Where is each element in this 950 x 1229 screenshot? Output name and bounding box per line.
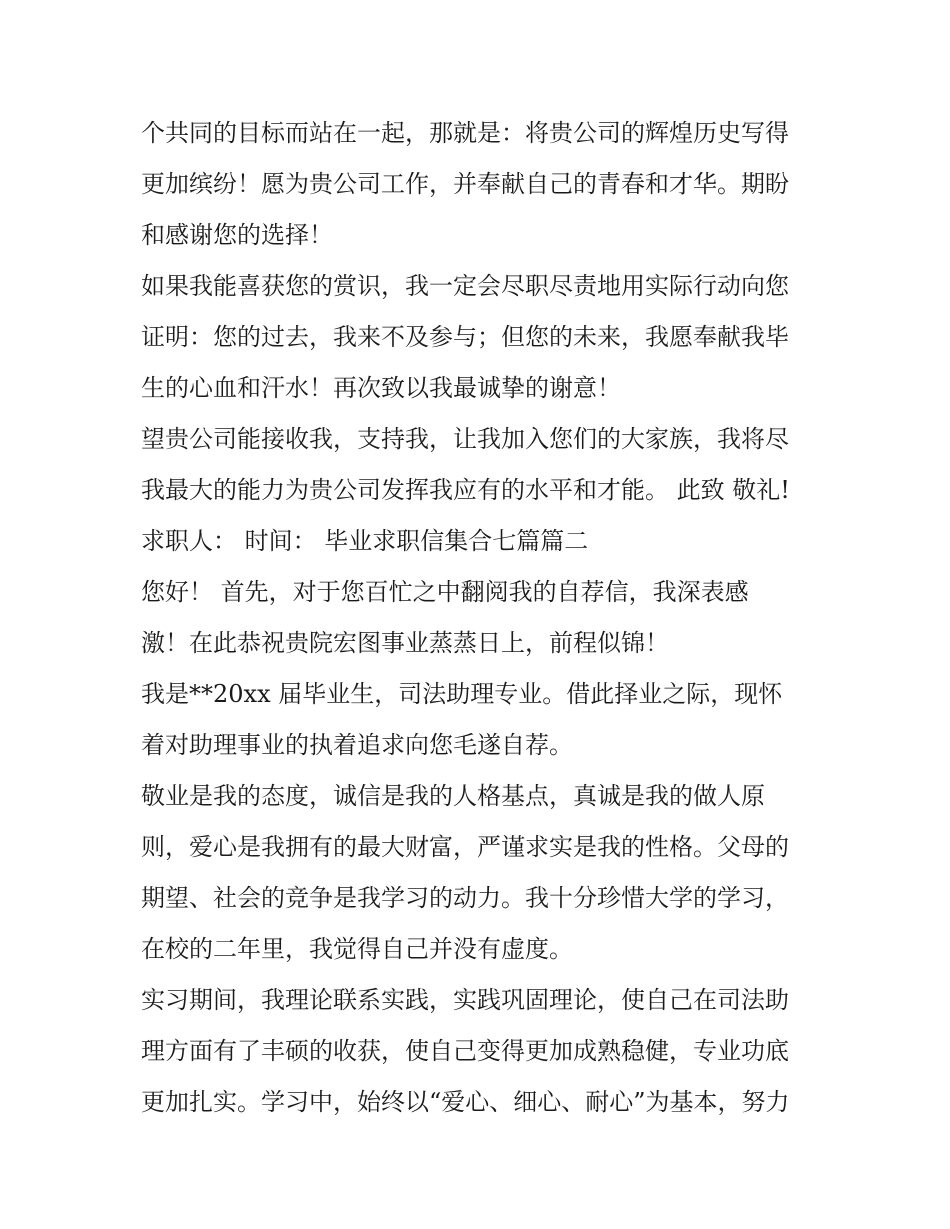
- text-line: 我是**20xx 届毕业生，司法助理专业。借此择业之际，现怀: [141, 680, 783, 708]
- text-line: 更加扎实。学习中，始终以“爱心、细心、耐心”为基本，努力: [141, 1088, 790, 1116]
- text-line: 则，爱心是我拥有的最大财富，严谨求实是我的性格。父母的: [141, 833, 789, 861]
- text-line: 生的心血和汗水！再次致以我最诚挚的谢意！: [141, 374, 621, 402]
- text-line: 和感谢您的选择！: [141, 221, 333, 249]
- text-line: 我最大的能力为贵公司发挥我应有的水平和才能。 此致 敬礼!: [141, 476, 790, 504]
- text-line: 更加缤纷！愿为贵公司工作，并奉献自己的青春和才华。期盼: [141, 170, 789, 198]
- text-line: 在校的二年里，我觉得自己并没有虚度。: [141, 935, 573, 963]
- text-line: 着对助理事业的执着追求向您毛遂自荐。: [141, 731, 573, 759]
- text-line: 实习期间，我理论联系实践，实践巩固理论，使自己在司法助: [141, 986, 789, 1014]
- text-line: 理方面有了丰硕的收获，使自己变得更加成熟稳健，专业功底: [141, 1037, 789, 1065]
- text-line: 证明：您的过去，我来不及参与；但您的未来，我愿奉献我毕: [141, 323, 789, 351]
- text-line: 个共同的目标而站在一起，那就是：将贵公司的辉煌历史写得: [141, 119, 789, 147]
- text-line: 如果我能喜获您的赏识，我一定会尽职尽责地用实际行动向您: [141, 272, 789, 300]
- text-line: 求职人： 时间： 毕业求职信集合七篇篇二: [141, 527, 589, 555]
- text-line: 您好！ 首先，对于您百忙之中翻阅我的自荐信，我深表感: [141, 578, 749, 606]
- text-line: 敬业是我的态度，诚信是我的人格基点，真诚是我的做人原: [141, 782, 765, 810]
- text-line: 激！在此恭祝贵院宏图事业蒸蒸日上，前程似锦！: [141, 629, 669, 657]
- text-line: 期望、社会的竞争是我学习的动力。我十分珍惜大学的学习，: [141, 884, 789, 912]
- document-body: [141, 108, 821, 1128]
- text-line: 望贵公司能接收我，支持我，让我加入您们的大家族，我将尽: [141, 425, 789, 453]
